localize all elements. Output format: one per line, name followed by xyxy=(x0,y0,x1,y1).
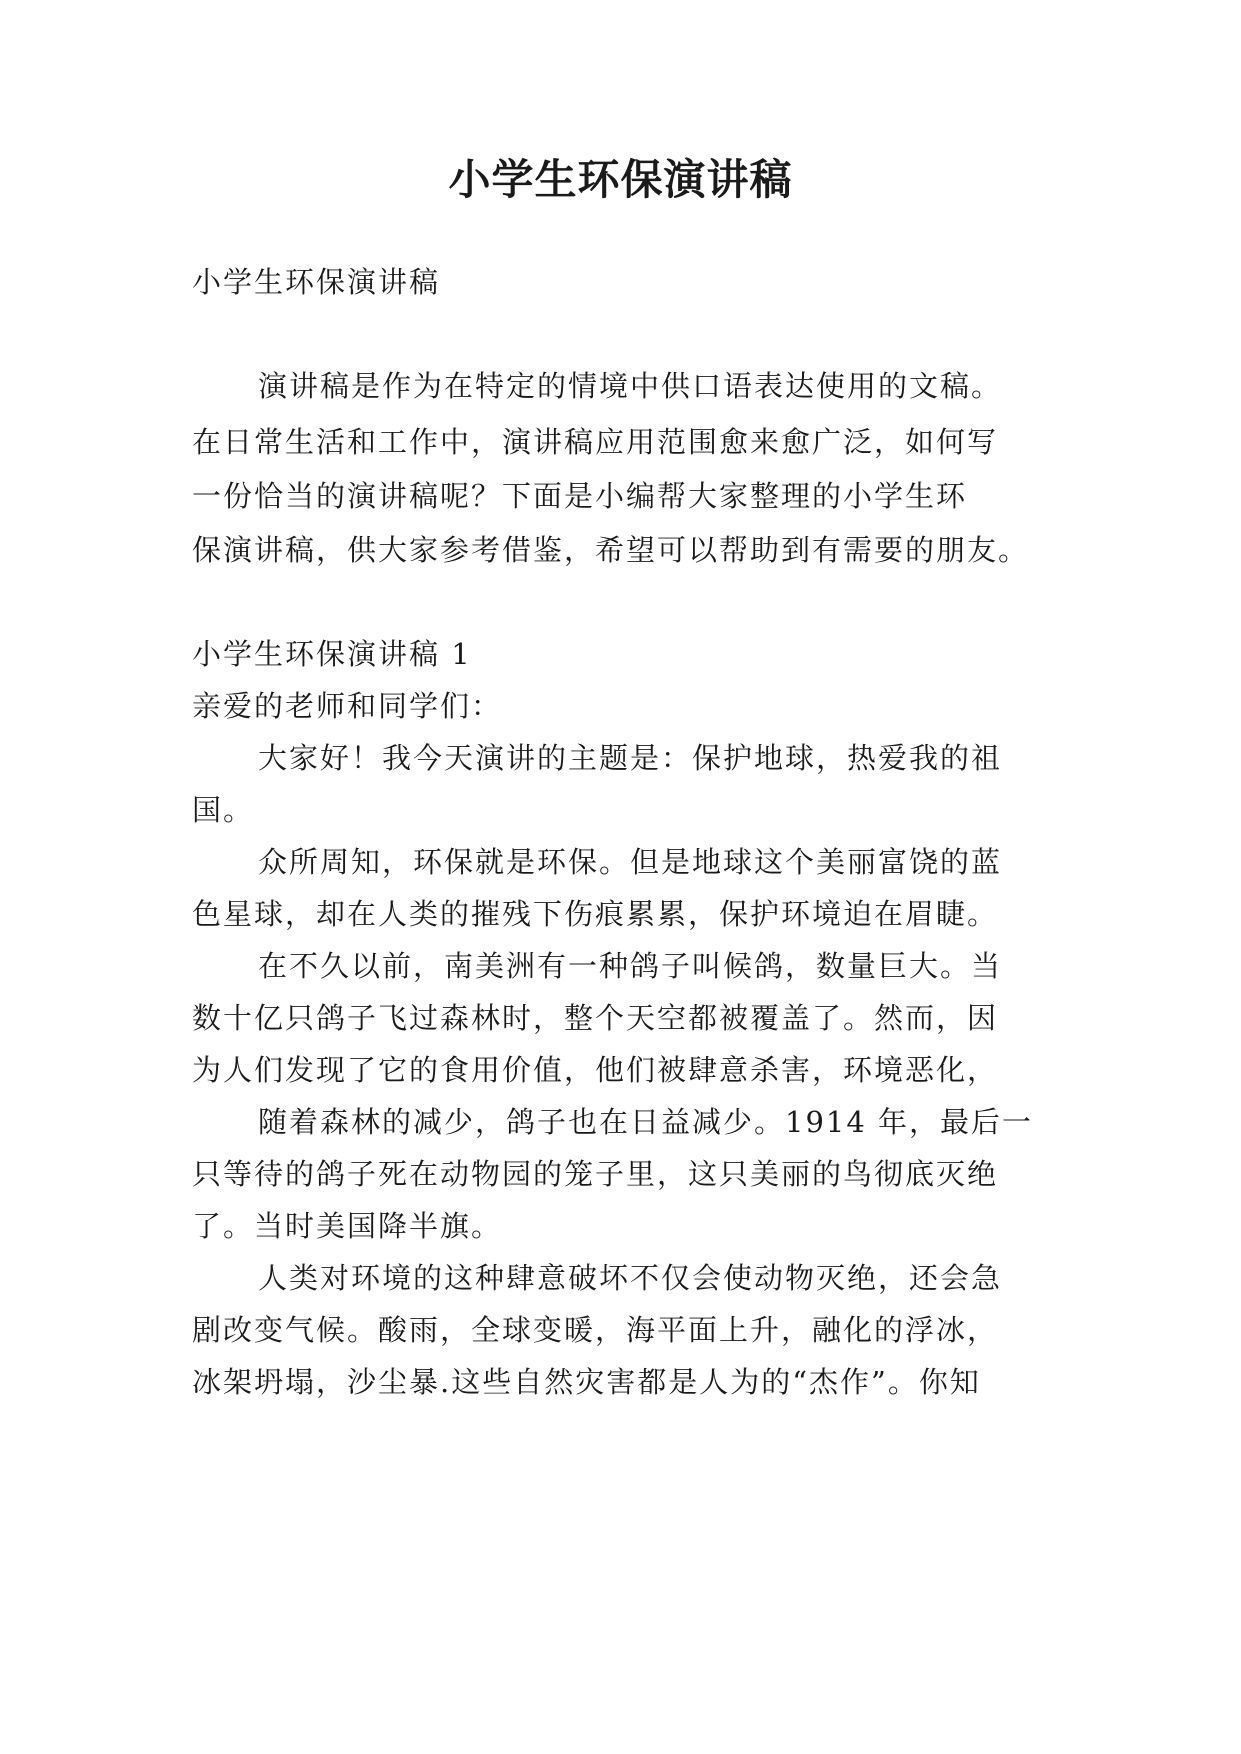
document-title: 小学生环保演讲稿 xyxy=(448,155,793,204)
body-paragraph-line: 数十亿只鸽子飞过森林时，整个天空都被覆盖了。然而，因 xyxy=(192,1001,999,1035)
body-paragraph-line: 国。 xyxy=(192,793,255,827)
body-paragraph-line: 众所周知，环保就是环保。但是地球这个美丽富饶的蓝 xyxy=(258,845,1003,879)
body-paragraph-line: 在不久以前，南美洲有一种鸽子叫候鸽，数量巨大。当 xyxy=(258,949,1003,983)
intro-paragraph-line: 保演讲稿，供大家参考借鉴，希望可以帮助到有需要的朋友。 xyxy=(192,533,1030,567)
body-paragraph-line: 只等待的鸽子死在动物园的笼子里，这只美丽的鸟彻底灭绝 xyxy=(192,1157,999,1191)
body-paragraph-line: 大家好！我今天演讲的主题是：保护地球，热爱我的祖 xyxy=(258,741,1003,775)
section-heading: 小学生环保演讲稿 1 xyxy=(192,637,472,671)
intro-paragraph-line: 在日常生活和工作中，演讲稿应用范围愈来愈广泛，如何写 xyxy=(192,425,999,459)
greeting-line: 亲爱的老师和同学们： xyxy=(192,689,503,723)
body-paragraph-line: 随着森林的减少，鸽子也在日益减少。1914 年，最后一 xyxy=(258,1105,1034,1139)
body-paragraph-line: 冰架坍塌，沙尘暴.这些自然灾害都是人为的“杰作”。你知 xyxy=(192,1365,981,1399)
body-paragraph-line: 人类对环境的这种肆意破坏不仅会使动物灭绝，还会急 xyxy=(258,1261,1003,1295)
body-paragraph-line: 色星球，却在人类的摧残下伤痕累累，保护环境迫在眉睫。 xyxy=(192,897,999,931)
intro-paragraph-line: 演讲稿是作为在特定的情境中供口语表达使用的文稿。 xyxy=(258,369,1003,403)
body-paragraph-line: 了。当时美国降半旗。 xyxy=(192,1209,503,1243)
intro-paragraph-line: 一份恰当的演讲稿呢？下面是小编帮大家整理的小学生环 xyxy=(192,479,968,513)
document-subtitle: 小学生环保演讲稿 xyxy=(192,265,441,299)
body-paragraph-line: 剧改变气候。酸雨，全球变暖，海平面上升，融化的浮冰， xyxy=(192,1313,999,1347)
body-paragraph-line: 为人们发现了它的食用价值，他们被肆意杀害，环境恶化， xyxy=(192,1053,999,1087)
